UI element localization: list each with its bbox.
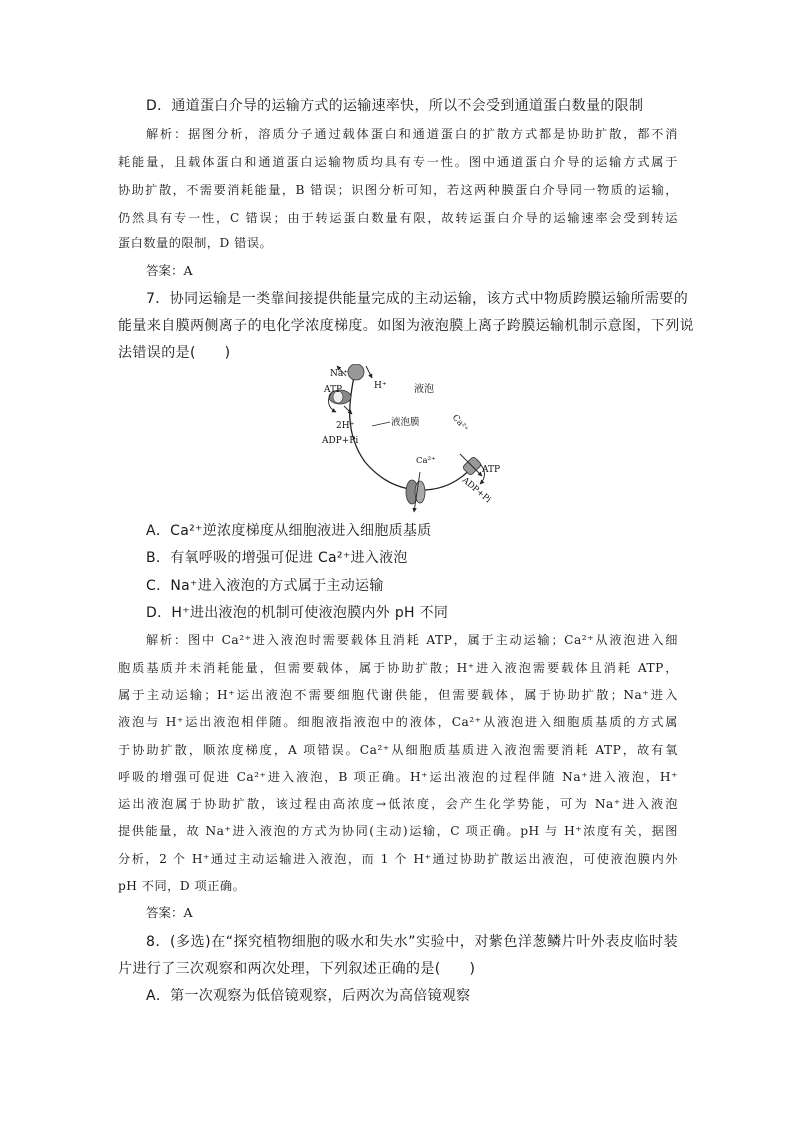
- q6-analysis-line: 耗能量，且载体蛋白和通道蛋白运输物质均具有专一性。图中通道蛋白介导的运输方式属于: [118, 155, 678, 169]
- vacuole-membrane-diagram: [310, 364, 510, 516]
- label-h: H⁺: [374, 381, 387, 391]
- q7-analysis-line: 提供能量，故 Na⁺进入液泡的方式为协同(主动)运输，C 项正确。pH 与 H⁺浓度有关，据图: [118, 824, 678, 838]
- q6-option-d: D．通道蛋白介导的运输方式的运输速率快，所以不会受到通道蛋白数量的限制: [146, 98, 644, 114]
- q6-analysis-line: 协助扩散，不需要消耗能量，B 错误；识图分析可知，若这两种膜蛋白介导同一物质的运输，: [118, 183, 678, 197]
- arrow-h-out: [366, 366, 372, 378]
- q7-option-c: C．Na⁺进入液泡的方式属于主动运输: [146, 578, 384, 594]
- label-na: Na⁺: [330, 369, 348, 379]
- label-2h: 2H⁺: [336, 421, 355, 431]
- q7-analysis-line: 于协助扩散，顺浓度梯度，A 项错误。Ca²⁺从细胞质基质进入液泡需要消耗 ATP，故有氧: [118, 743, 678, 757]
- q7-analysis-line: 解析：图中 Ca²⁺进入液泡时需要载体且消耗 ATP，属于主动运输；Ca²⁺从液泡进入细: [146, 633, 678, 647]
- arrow-2h-in: [344, 406, 352, 414]
- label-ca-right: Ca²⁺: [449, 412, 471, 435]
- q7-option-b: B．有氧呼吸的增强可促进 Ca²⁺进入液泡: [146, 550, 408, 566]
- q7-analysis-line: 液泡与 H⁺运出液泡相伴随。细胞液指液泡中的液体，Ca²⁺从液泡进入细胞质基质的方式属: [118, 715, 678, 729]
- label-atp-left: ATP: [324, 385, 343, 395]
- q7-stem-line: 7．协同运输是一类靠间接提供能量完成的主动运输，该方式中物质跨膜运输所需要的: [146, 291, 689, 307]
- q8-stem-line: 片进行了三次观察和两次处理，下列叙述正确的是( ): [118, 961, 476, 977]
- q7-stem-line: 能量来自膜两侧离子的电化学浓度梯度。如图为液泡膜上离子跨膜运输机制示意图，下列说: [118, 318, 694, 334]
- q7-analysis-line: 属于主动运输；H⁺运出液泡不需要细胞代谢供能，但需要载体，属于协助扩散；Na⁺进入: [118, 688, 678, 702]
- q7-analysis-line: 呼吸的增强可促进 Ca²⁺进入液泡，B 项正确。H⁺运出液泡的过程伴随 Na⁺进入液泡，H⁺: [118, 770, 678, 784]
- q7-stem-line: 法错误的是( ): [118, 345, 231, 361]
- q6-answer: 答案：A: [146, 263, 193, 278]
- q8-option-a: A．第一次观察为低倍镜观察，后两次为高倍镜观察: [146, 988, 471, 1004]
- membrane-label-line: [372, 422, 390, 426]
- label-membrane: 液泡膜: [391, 417, 420, 428]
- label-adp-right: ADP+Pi: [459, 475, 493, 506]
- label-adp-left: ADP+Pi: [322, 436, 359, 446]
- na-h-antiporter: [348, 364, 364, 380]
- q7-option-a: A．Ca²⁺逆浓度梯度从细胞液进入细胞质基质: [146, 523, 432, 539]
- label-vacuole: 液泡: [414, 384, 434, 395]
- label-atp-right: ATP: [482, 465, 501, 475]
- q6-analysis-line: 仍然具有专一性，C 错误；由于转运蛋白数量有限，故转运蛋白介导的运输速率会受到转运: [118, 211, 678, 225]
- q7-analysis-line: 分析，2 个 H⁺通过主动运输进入液泡，而 1 个 H⁺通过协助扩散运出液泡，可使液泡膜内外: [118, 852, 678, 866]
- q7-analysis-line: 胞质基质并未消耗能量，但需要载体，属于协助扩散；H⁺进入液泡需要载体且消耗 ATP，: [118, 661, 678, 675]
- ca-channel-half: [415, 481, 425, 503]
- q7-answer: 答案：A: [146, 905, 193, 920]
- q6-analysis-line: 蛋白数量的限制，D 错误。: [118, 236, 273, 250]
- q6-analysis-line: 解析：据图分析，溶质分子通过载体蛋白和通道蛋白的扩散方式都是协助扩散，都不消: [146, 127, 678, 141]
- label-ca-center: Ca²⁺: [416, 456, 436, 466]
- q7-analysis-line: pH 不同，D 项正确。: [118, 879, 246, 893]
- q7-analysis-line: 运出液泡属于协助扩散，该过程由高浓度→低浓度，会产生化学势能，可为 Na⁺进入液泡: [118, 797, 678, 811]
- q7-option-d: D．H⁺进出液泡的机制可使液泡膜内外 pH 不同: [146, 605, 449, 621]
- q8-stem-line: 8．(多选)在“探究植物细胞的吸水和失水”实验中，对紫色洋葱鳞片叶外表皮临时装: [146, 934, 678, 950]
